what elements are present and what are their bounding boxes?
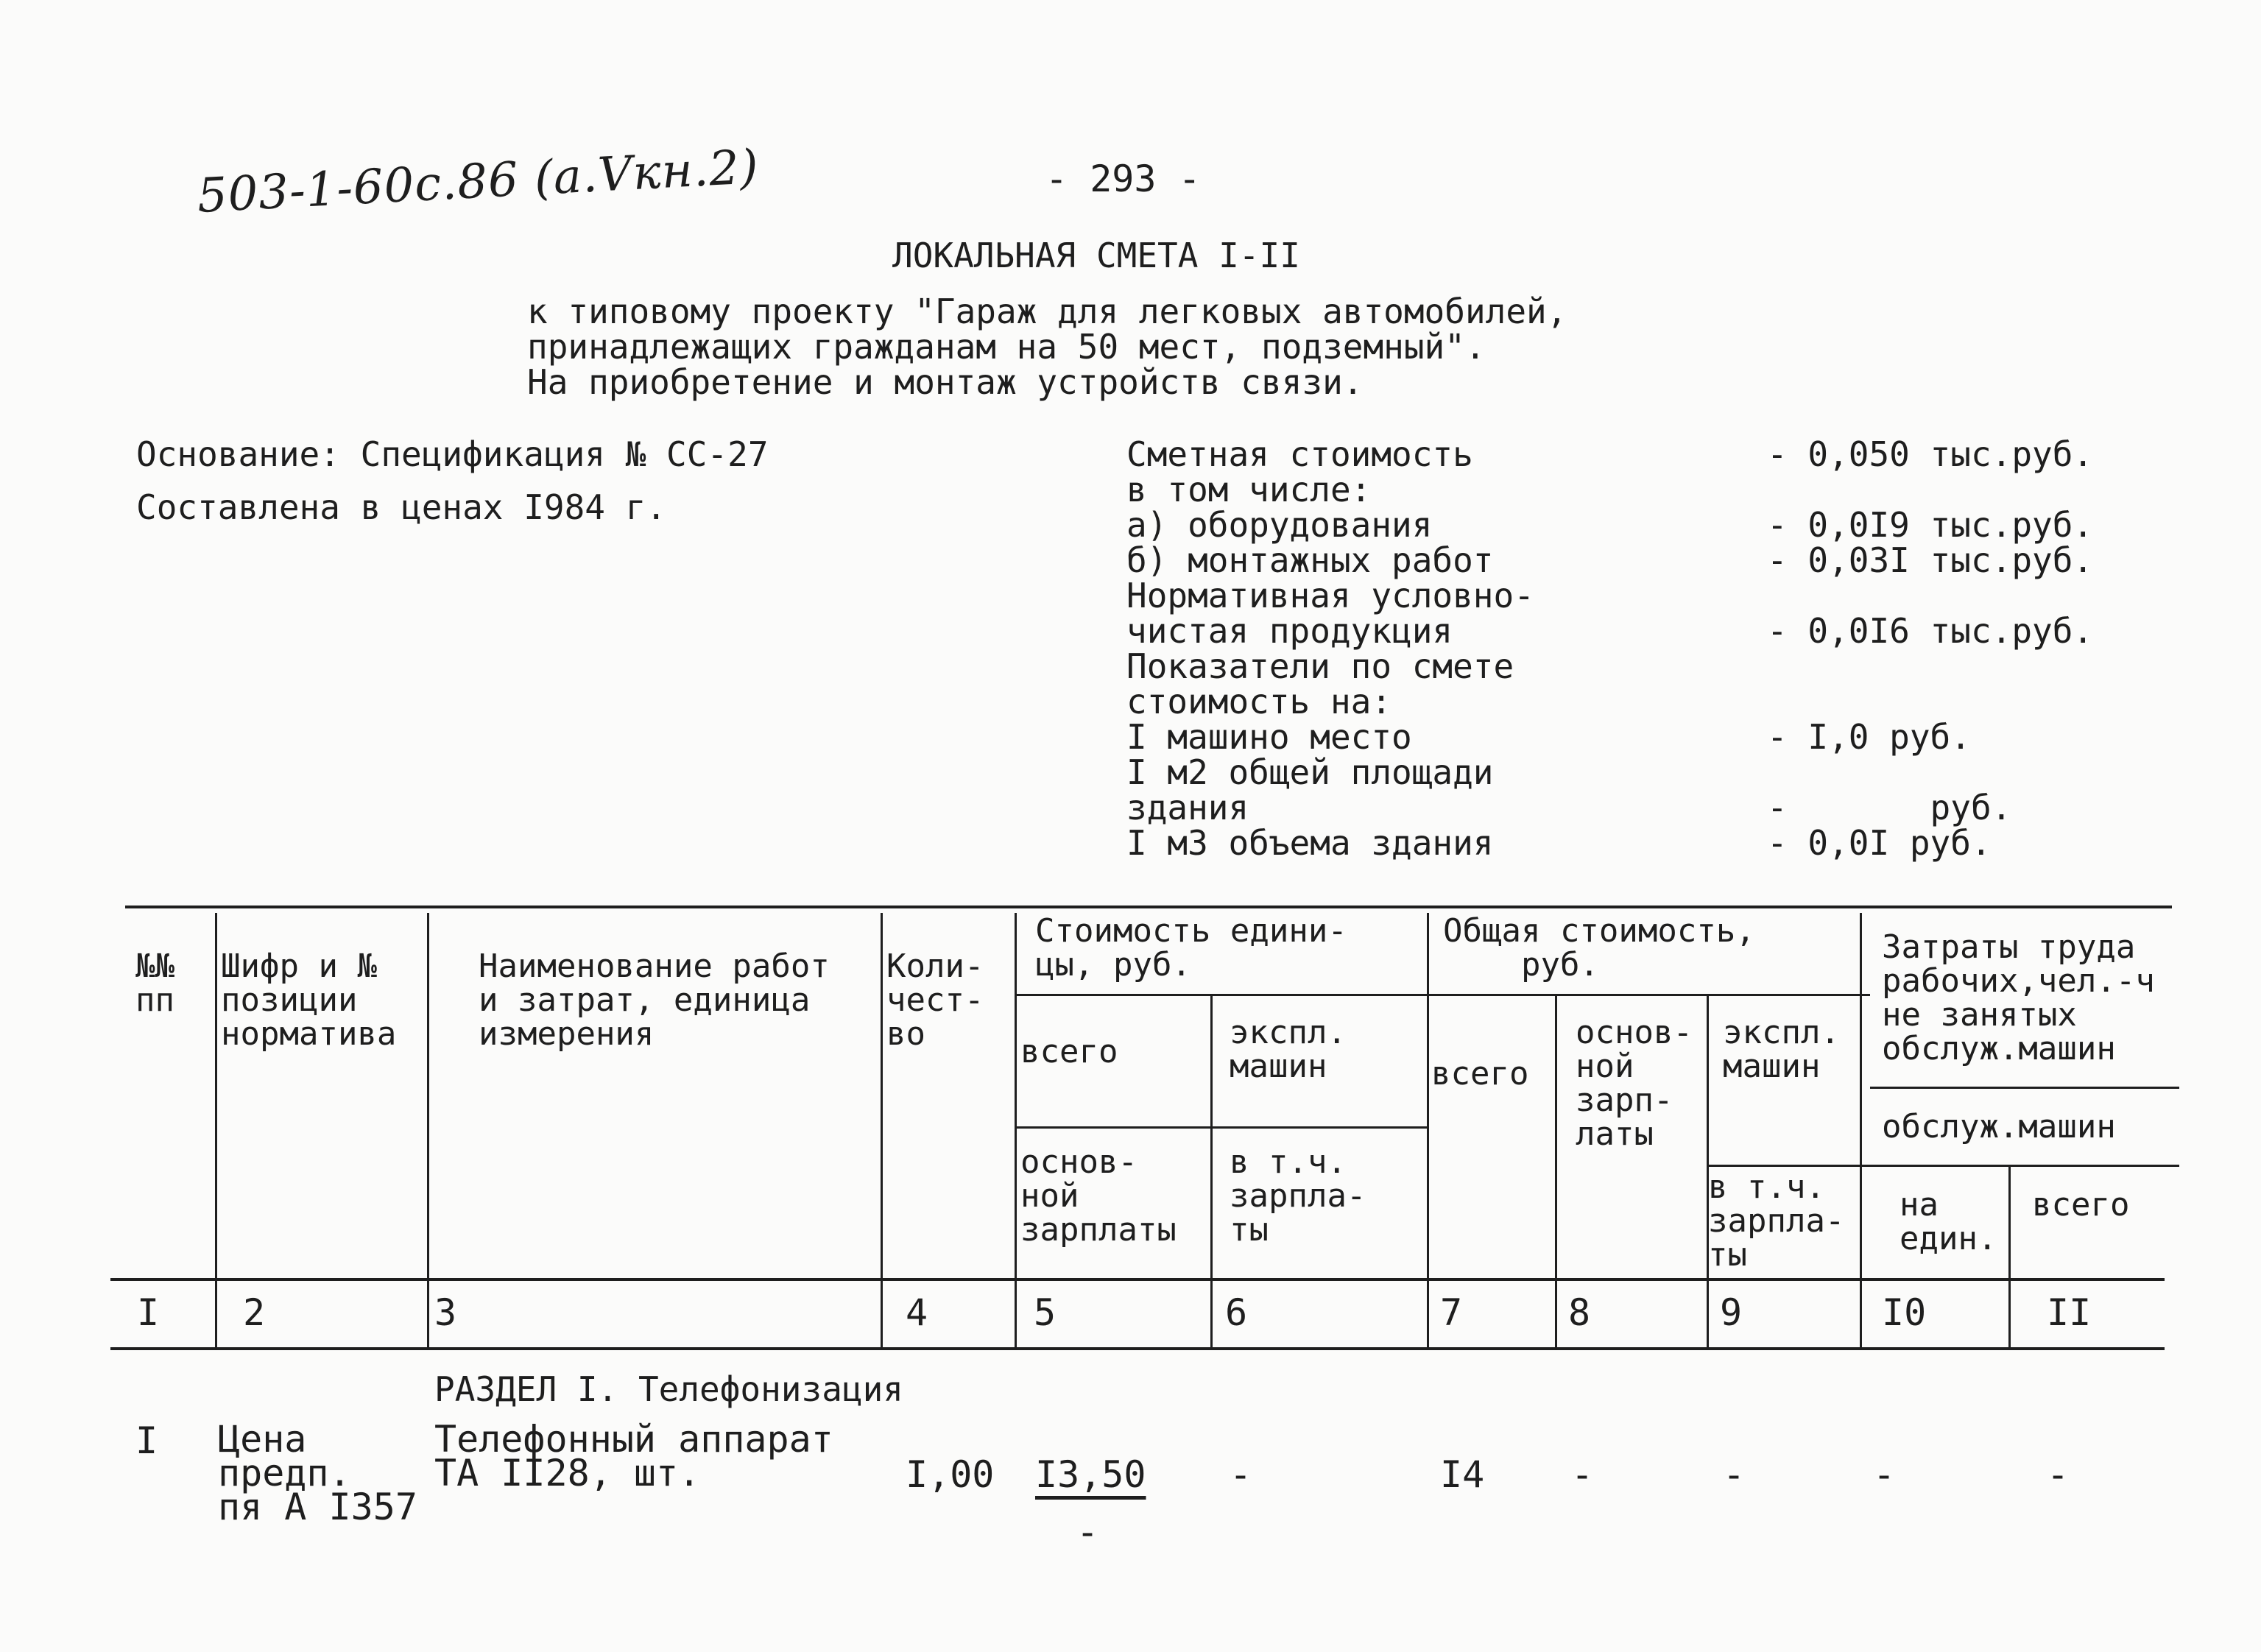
header-total-machines-wages: в т.ч. зарпла- ты — [1708, 1168, 1845, 1274]
header-unit-machines: экспл. машин — [1230, 1014, 1347, 1085]
column-number: 6 — [1225, 1291, 1248, 1334]
summary-label: а) оборудования — [1126, 505, 1433, 545]
header-work-name: Наименование работ и затрат, единица измерения — [479, 947, 830, 1053]
header-labor: Затраты труда рабочих,чел.-ч не занятых обслуж.машин — [1882, 928, 2155, 1067]
total-wages: - — [1571, 1453, 1594, 1496]
column-number: 2 — [243, 1291, 266, 1334]
section-title: РАЗДЕЛ I. Телефонизация — [434, 1369, 903, 1409]
column-numbers-top-rule — [110, 1278, 2165, 1281]
unit-total: I3,50 — [1035, 1453, 1146, 1496]
summary-label: I машино место — [1126, 717, 1412, 757]
summary-label: I м2 общей площади — [1126, 752, 1494, 792]
summary-label: здания — [1126, 788, 1249, 827]
header-total-all: всего — [1431, 1055, 1529, 1092]
summary-value: - 0,0I6 тыс.руб. — [1767, 611, 2094, 651]
column-number: 4 — [906, 1291, 928, 1334]
header-total-cost: Общая стоимость, руб. — [1443, 912, 1755, 984]
col-divider — [1427, 913, 1429, 1347]
column-number: 8 — [1568, 1291, 1591, 1334]
header-unit-cost: Стоимость едини- цы, руб. — [1035, 912, 1347, 984]
subtitle-line: принадлежащих гражданам на 50 мест, подземный". — [527, 327, 1486, 367]
col-divider — [215, 913, 217, 1347]
summary-value: - 0,0I9 тыс.руб. — [1767, 505, 2094, 545]
summary-value: - I,0 руб. — [1767, 717, 1971, 757]
summary-label: стоимость на: — [1126, 682, 1392, 721]
column-numbers-bottom-rule — [110, 1347, 2165, 1350]
header-unit-total: всего — [1020, 1033, 1118, 1070]
col-divider — [2008, 1165, 2011, 1347]
col-divider — [1860, 913, 1862, 1347]
column-number: I — [137, 1291, 160, 1334]
header-unit-wages: основ- ной зарплаты — [1020, 1143, 1177, 1249]
basis-text: Основание: Спецификация № СС-27 — [136, 434, 769, 474]
page-number: - 293 - — [1045, 158, 1201, 200]
row-number: I — [135, 1419, 158, 1462]
col-divider — [881, 913, 883, 1347]
subtitle-line: к типовому проекту "Гараж для легковых автомобилей, — [527, 292, 1567, 331]
col-divider — [427, 913, 429, 1347]
summary-label: Показатели по смете — [1126, 646, 1514, 686]
column-number: 5 — [1034, 1291, 1057, 1334]
summary-value: - 0,050 тыс.руб. — [1767, 434, 2094, 474]
header-rule — [1870, 1087, 2179, 1089]
summary-value: - 0,03I тыс.руб. — [1767, 540, 2094, 580]
header-quantity: Коли- чест- во — [886, 947, 984, 1053]
work-name: Телефонный аппарат ТА II28, шт. — [434, 1418, 833, 1494]
header-rule — [1708, 1165, 2179, 1167]
summary-label: в том числе: — [1126, 470, 1372, 509]
header-labor-service: обслуж.машин — [1882, 1108, 2116, 1146]
labor-total: - — [2047, 1453, 2070, 1496]
header-unit-machines-wages: в т.ч. зарпла- ты — [1230, 1143, 1366, 1249]
prices-year: Составлена в ценах I984 г. — [136, 487, 667, 527]
summary-label: Нормативная условно- — [1126, 576, 1534, 615]
table-top-rule — [125, 906, 2172, 908]
summary-value: - 0,0I руб. — [1767, 823, 1992, 863]
column-number: II — [2047, 1291, 2092, 1334]
col-divider — [1210, 994, 1213, 1347]
column-number: 7 — [1440, 1291, 1463, 1334]
header-rule — [1016, 1126, 1428, 1129]
header-labor-per-unit: на един. — [1900, 1186, 1997, 1257]
labor-per-unit: - — [1873, 1453, 1896, 1496]
header-rule — [1016, 994, 1870, 996]
total-machines: - — [1723, 1453, 1746, 1496]
summary-value: - руб. — [1767, 788, 2012, 827]
total-all: I4 — [1440, 1453, 1485, 1496]
subtitle-line: На приобретение и монтаж устройств связи. — [527, 362, 1364, 402]
header-total-wages: основ- ной зарп- латы — [1576, 1014, 1693, 1153]
header-row-number: №№ пп — [135, 947, 174, 1019]
unit-machines: - — [1230, 1453, 1252, 1496]
handwritten-code: 503-1-60с.86 (а.Vкн.2) — [196, 140, 761, 224]
column-number: 3 — [434, 1291, 457, 1334]
document-title: ЛОКАЛЬНАЯ СМЕТА I-II — [892, 236, 1300, 275]
summary-label: чистая продукция — [1126, 611, 1453, 651]
col-divider — [1015, 913, 1017, 1347]
header-norm-code: Шифр и № позиции норматива — [221, 947, 397, 1053]
column-number: 9 — [1720, 1291, 1743, 1334]
summary-label: б) монтажных работ — [1126, 540, 1494, 580]
unit-wages: - — [1076, 1511, 1099, 1553]
header-total-machines: экспл. машин — [1723, 1014, 1840, 1085]
col-divider — [1555, 994, 1557, 1347]
column-number: I0 — [1882, 1291, 1927, 1334]
summary-label: Сметная стоимость — [1126, 434, 1473, 474]
norm-code: Цена предп. пя А I357 — [218, 1418, 417, 1528]
header-labor-total: всего — [2032, 1186, 2130, 1224]
quantity: I,00 — [906, 1453, 995, 1496]
summary-label: I м3 объема здания — [1126, 823, 1494, 863]
